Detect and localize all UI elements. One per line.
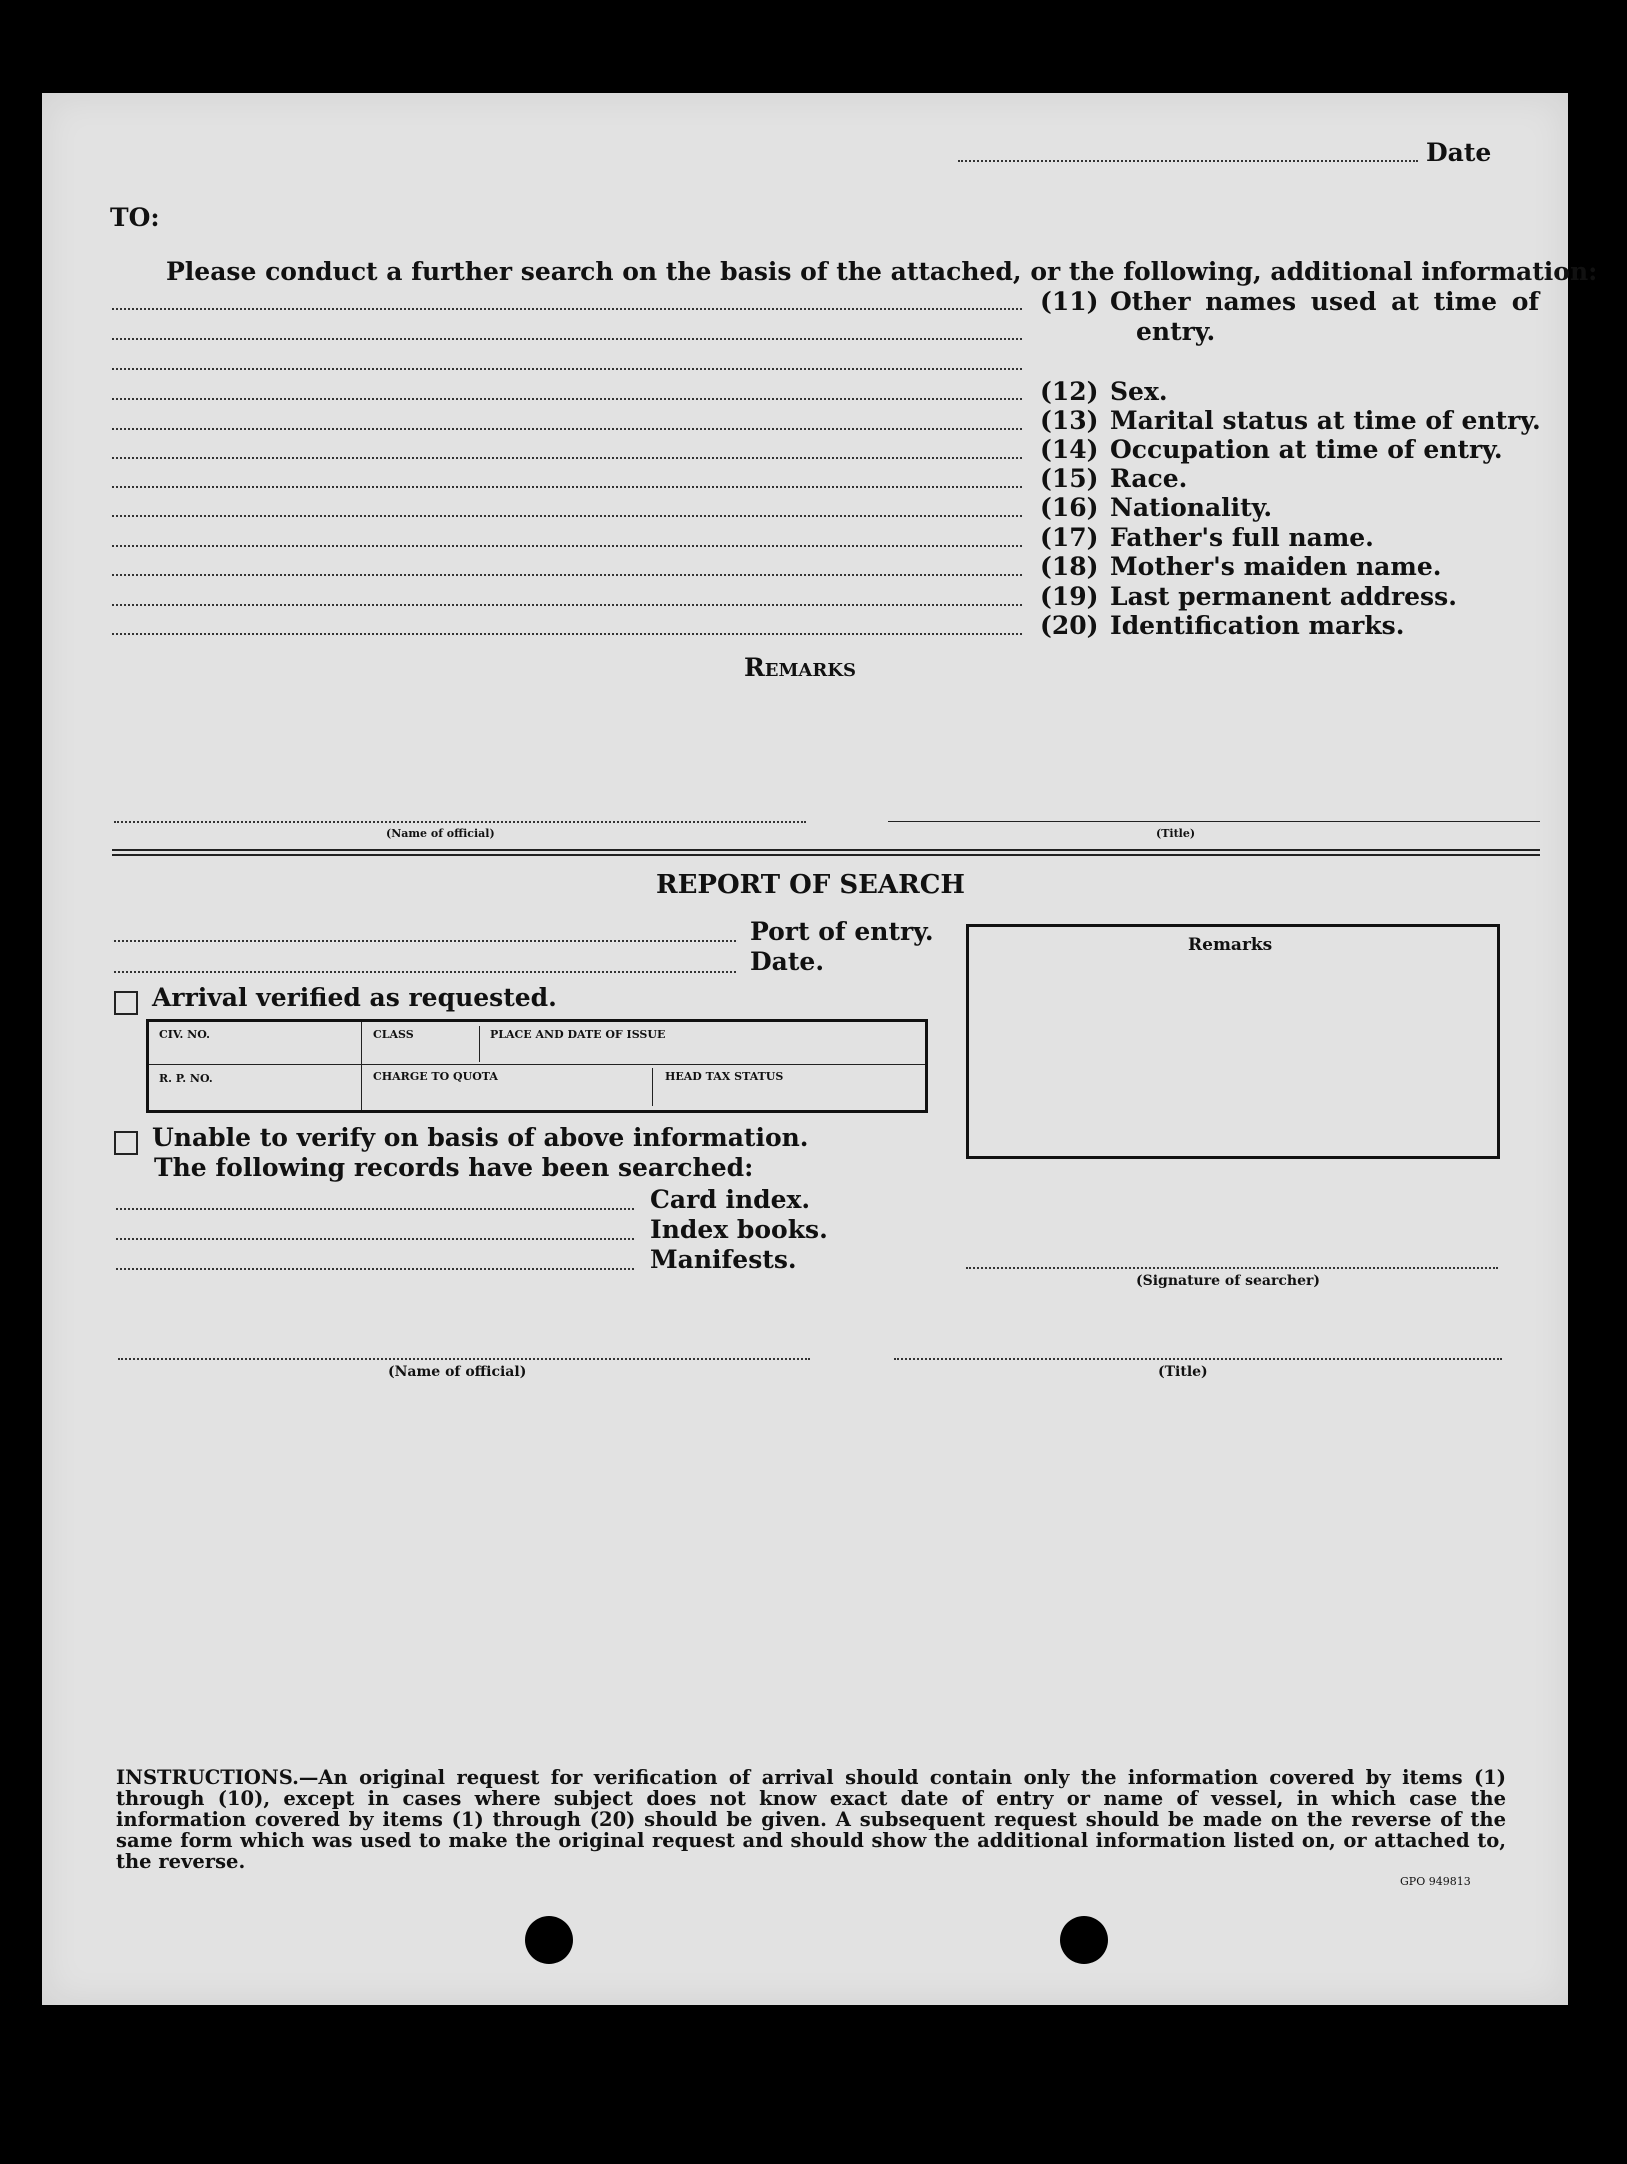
field-line-13[interactable] <box>112 428 1022 430</box>
title-line[interactable] <box>888 821 1540 822</box>
unable-to-verify-label: Unable to verify on basis of above information. <box>152 1123 809 1152</box>
table-rule <box>479 1026 480 1062</box>
item-number: (16) <box>1040 493 1099 522</box>
field-line-12[interactable] <box>112 398 1022 400</box>
arrival-verified-checkbox[interactable] <box>114 991 138 1015</box>
card-index-line[interactable] <box>116 1208 634 1210</box>
item-number: (20) <box>1040 611 1099 640</box>
remarks-box-label: Remarks <box>1188 935 1273 955</box>
official-name-caption: (Name of official) <box>386 827 495 840</box>
punch-hole <box>1060 1916 1108 1964</box>
charge-to-quota-header: CHARGE TO QUOTA <box>373 1070 498 1083</box>
record-card-index: Card index. <box>650 1185 811 1214</box>
date-label: Date <box>1426 138 1492 167</box>
field-line-16[interactable] <box>112 515 1022 517</box>
item-label: Sex. <box>1110 377 1168 406</box>
divider-rule <box>112 849 1540 851</box>
searcher-signature-line[interactable] <box>966 1267 1498 1269</box>
place-date-issue-header: PLACE AND DATE OF ISSUE <box>490 1028 666 1041</box>
date-line[interactable] <box>958 160 1418 162</box>
item-label: entry. <box>1136 317 1216 346</box>
civ-no-header: CIV. NO. <box>159 1028 210 1041</box>
item-label: Nationality. <box>1110 493 1273 522</box>
field-line-19[interactable] <box>112 604 1022 606</box>
punch-hole <box>525 1916 573 1964</box>
item-label: Occupation at time of entry. <box>1110 435 1503 464</box>
table-rule <box>361 1064 925 1065</box>
item-label: Marital status at time of entry. <box>1110 406 1541 435</box>
item-label: Father's full name. <box>1110 523 1374 552</box>
item-number: (15) <box>1040 464 1099 493</box>
report-heading: REPORT OF SEARCH <box>656 870 965 900</box>
field-line-18[interactable] <box>112 574 1022 576</box>
item-number: (11) <box>1040 287 1099 316</box>
title-caption: (Title) <box>1156 827 1196 840</box>
item-label: Identification marks. <box>1110 611 1405 640</box>
unable-to-verify-checkbox[interactable] <box>114 1131 138 1155</box>
field-line-11[interactable] <box>112 308 1022 310</box>
field-line-11b[interactable] <box>112 338 1022 340</box>
divider-rule <box>112 854 1540 856</box>
field-line-20[interactable] <box>112 633 1022 635</box>
item-number: (12) <box>1040 377 1099 406</box>
searcher-signature-caption: (Signature of searcher) <box>1136 1273 1320 1289</box>
to-label: TO: <box>110 203 160 232</box>
report-date-label: Date. <box>750 947 825 976</box>
instructions-text: INSTRUCTIONS.—An original request for verification of arrival should contain only the information covered by items (1) through (10), except in cases where subject does not know exact date of entry or name of vessel, in which case the information covered by items (1) through (20) should be given. A subsequent request should be made on the reverse of the same form which was used to make the original request and should show the additional information listed on, or attached to, the reverse. <box>116 1766 1506 1873</box>
item-number: (19) <box>1040 582 1099 611</box>
field-line-15[interactable] <box>112 486 1022 488</box>
head-tax-status-header: HEAD TAX STATUS <box>665 1070 784 1083</box>
form-paper <box>42 93 1598 2005</box>
item-label: Race. <box>1110 464 1188 493</box>
item-label: Last permanent address. <box>1110 582 1457 611</box>
remarks-box[interactable] <box>966 924 1500 1159</box>
field-line-14[interactable] <box>112 457 1022 459</box>
report-official-name-caption: (Name of official) <box>388 1364 527 1380</box>
form-code: GPO 949813 <box>1400 1875 1471 1888</box>
remarks-heading: Remarks <box>744 653 856 682</box>
records-searched-label: The following records have been searched: <box>154 1153 754 1182</box>
item-label: Other names used at time of <box>1110 287 1540 316</box>
field-line-17[interactable] <box>112 545 1022 547</box>
request-intro: Please conduct a further search on the basis of the attached, or the following, additional information: <box>166 257 1598 286</box>
table-rule <box>149 1064 361 1065</box>
item-number: (13) <box>1040 406 1099 435</box>
item-label: Mother's maiden name. <box>1110 552 1442 581</box>
visa-info-table <box>146 1019 928 1113</box>
record-manifests: Manifests. <box>650 1245 797 1274</box>
item-number: (14) <box>1040 435 1099 464</box>
report-date-line[interactable] <box>114 971 736 973</box>
record-index-books: Index books. <box>650 1215 828 1244</box>
rp-no-header: R. P. NO. <box>159 1072 213 1085</box>
field-line-11c[interactable] <box>112 368 1022 370</box>
table-rule <box>361 1022 362 1110</box>
report-official-name-line[interactable] <box>118 1358 810 1360</box>
table-rule <box>652 1068 653 1106</box>
report-title-line[interactable] <box>894 1358 1502 1360</box>
report-title-caption: (Title) <box>1158 1364 1208 1380</box>
class-header: CLASS <box>373 1028 414 1041</box>
manifests-line[interactable] <box>116 1268 634 1270</box>
item-number: (17) <box>1040 523 1099 552</box>
official-name-line[interactable] <box>114 821 806 823</box>
arrival-verified-label: Arrival verified as requested. <box>152 983 557 1012</box>
index-books-line[interactable] <box>116 1238 634 1240</box>
port-of-entry-line[interactable] <box>114 940 736 942</box>
item-number: (18) <box>1040 552 1099 581</box>
port-of-entry-label: Port of entry. <box>750 917 934 946</box>
